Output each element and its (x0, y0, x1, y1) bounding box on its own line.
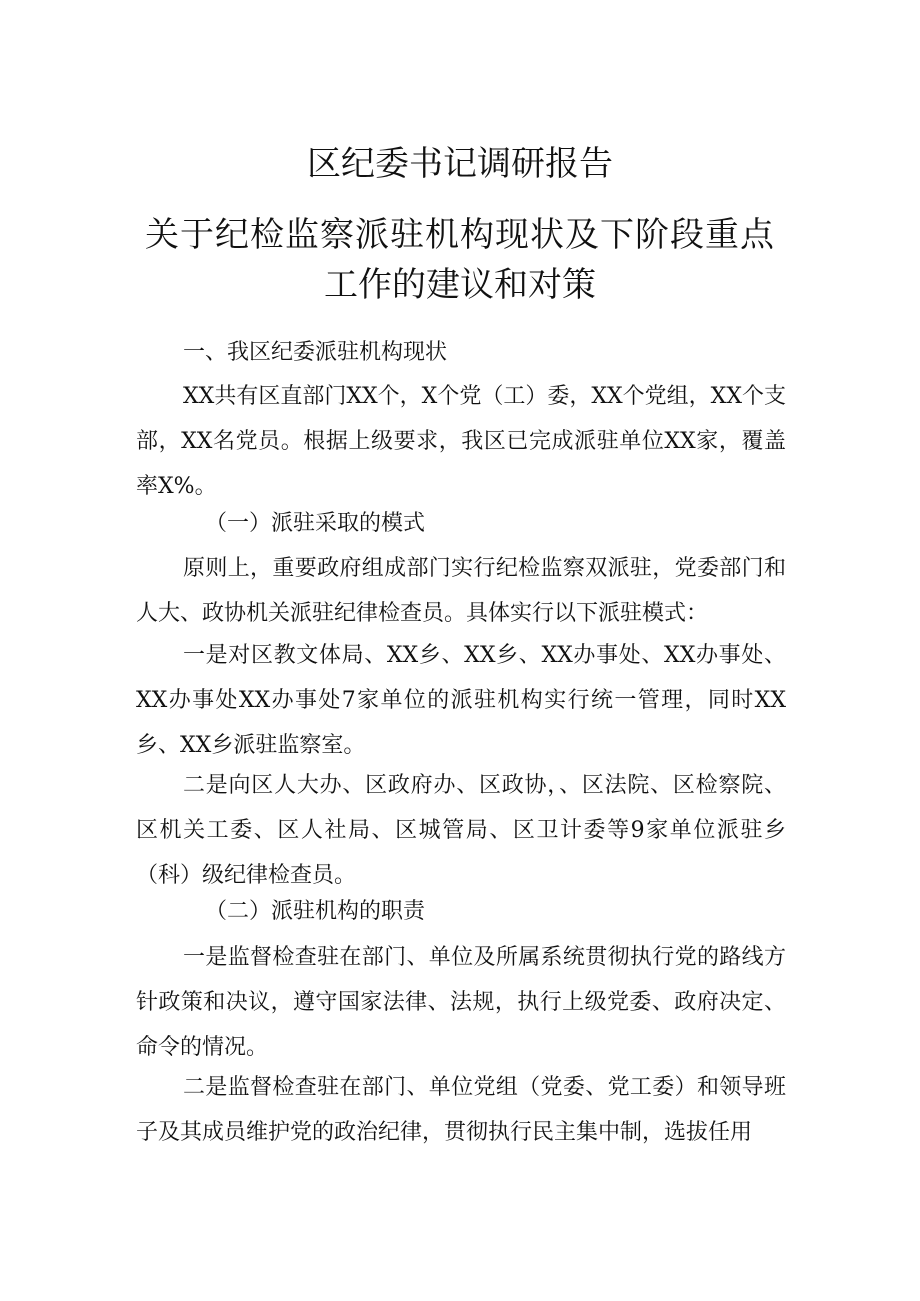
document-title: 区纪委书记调研报告 (307, 144, 613, 184)
paragraph-duty-two: 二是监督检查驻在部门、单位党组（党委、党工委）和领导班子及其成员维护党的政治纪律，贯彻执行民主集中制，选拔任用 (136, 1075, 786, 1145)
paragraph-principle: 原则上，重要政府组成部门实行纪检监察双派驻，党委部门和人大、政协机关派驻纪律检查员。具体实行以下派驻模式： (136, 556, 786, 626)
paragraph-duty-one: 一是监督检查驻在部门、单位及所属系统贯彻执行党的路线方针政策和决议，遵守国家法律、法规，执行上级党委、政府决定、命令的情况。 (136, 945, 786, 1060)
document-subtitle-line2: 工作的建议和对策 (324, 265, 596, 305)
paragraph-mode-two: 二是向区人大办、区政府办、区政协，、区法院、区检察院、区机关工委、区人社局、区城管局、区卫计委等9家单位派驻乡（科）级纪律检查员。 (136, 773, 786, 888)
subsection-heading-duties: （二）派驻机构的职责 (205, 899, 426, 924)
paragraph-overview: XX共有区直部门XX个，X个党（工）委，XX个党组，XX个支部，XX名党员。根据上级要求，我区已完成派驻单位XX家，覆盖率X%。 (136, 384, 786, 499)
subsection-heading-modes: （一）派驻采取的模式 (205, 511, 426, 536)
section-heading-current-status: 一、我区纪委派驻机构现状 (183, 340, 448, 365)
paragraph-mode-one: 一是对区教文体局、XX乡、XX乡、XX办事处、XX办事处、XX办事处XX办事处7家单位的派驻机构实行统一管理，同时XX乡、XX乡派驻监察室。 (136, 643, 786, 758)
document-subtitle-line1: 关于纪检监察派驻机构现状及下阶段重点 (145, 215, 775, 255)
